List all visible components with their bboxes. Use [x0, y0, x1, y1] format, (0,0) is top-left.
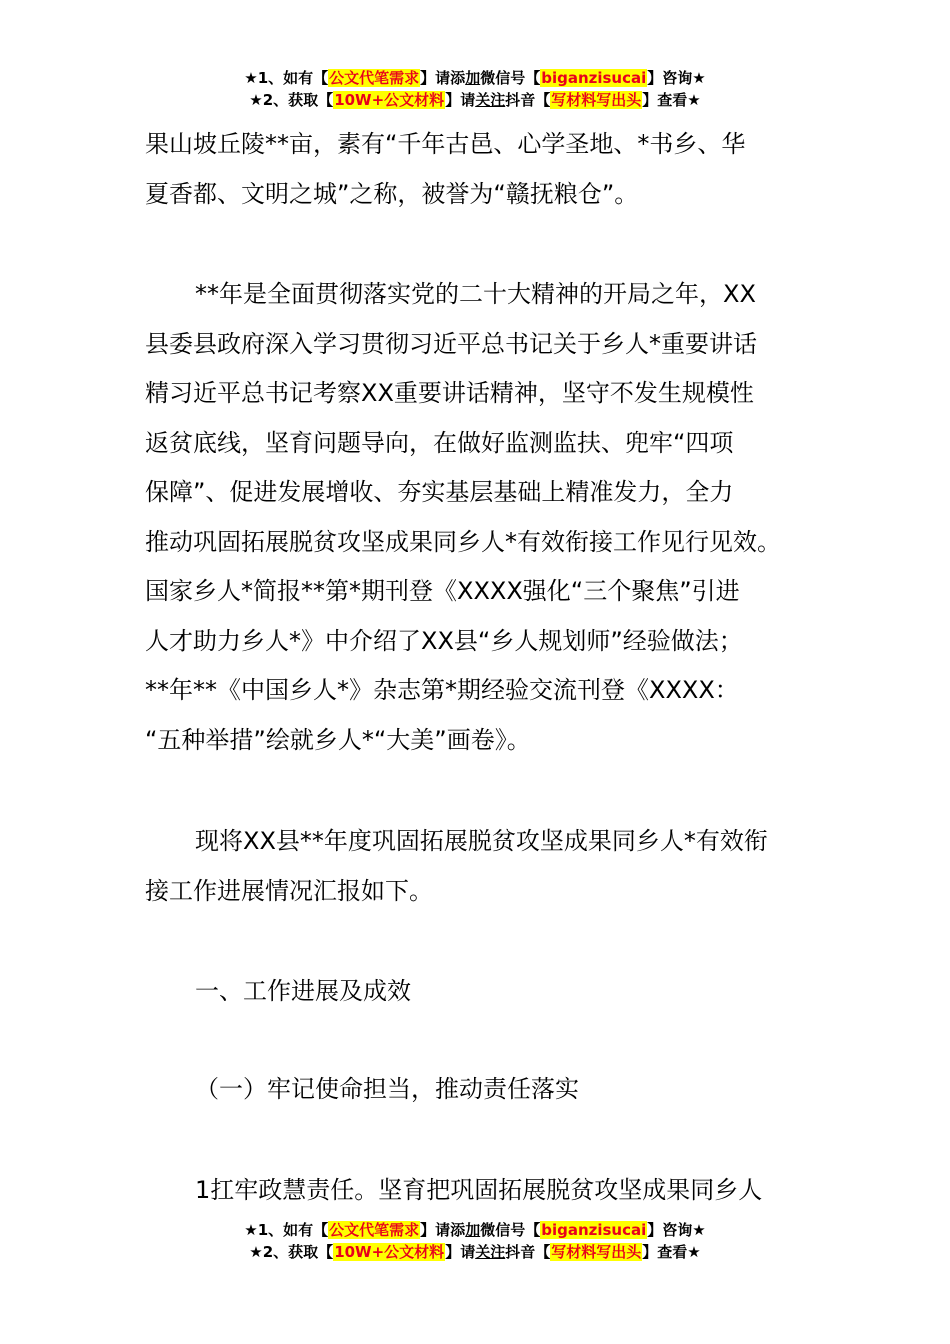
banner-highlight: 10W+公文材料: [334, 91, 445, 109]
text-line: 推动巩固拓展脱贫攻坚成果同乡人*有效衔接工作见行见效。: [145, 527, 781, 556]
banner-line-1: ★1、如有【公文代笔需求】请添加微信号【biganzisucai】咨询★: [244, 1221, 706, 1239]
paragraph-3: [145, 817, 810, 916]
text-line: 精习近平总书记考察XX重要讲话精神，坚守不发生规模性: [145, 379, 754, 407]
banner-line-2: ★2、获取【10W+公文材料】请关注抖音【写材料写出头】查看★: [249, 91, 701, 109]
banner-highlight: biganzisucai: [541, 1221, 647, 1239]
section-heading: 一、工作进展及成效: [195, 977, 411, 1005]
text-line: 保障”、促进发展增收、夯实基层基础上精准发力，全力: [145, 478, 734, 506]
text-line: 1扛牢政慧责任。坚育把巩固拓展脱贫攻坚成果同乡人: [195, 1176, 763, 1204]
banner-highlight: 10W+公文材料: [334, 1243, 445, 1261]
text-line: **年**《中国乡人*》杂志第*期经验交流刊登《XXXX：: [145, 676, 739, 704]
text-line: 夏香都、文明之城”之称，被誉为“赣抚粮仓”。: [145, 179, 639, 208]
bottom-banner: [0, 1219, 950, 1263]
banner-highlight: 公文代笔需求: [329, 69, 420, 87]
text-line: “五种举措”绘就乡人*“大美”画卷》。: [145, 725, 531, 754]
text-line: 人才助力乡人*》中介绍了XX县“乡人规划师”经验做法；: [145, 626, 743, 655]
paragraph-2: [145, 270, 810, 765]
banner-line-2: ★2、获取【10W+公文材料】请关注抖音【写材料写出头】查看★: [249, 1243, 701, 1261]
text-line: **年是全面贯彻落实党的二十大精神的开局之年，XX: [195, 280, 756, 308]
text-line: 接工作进展情况汇报如下。: [145, 876, 433, 905]
text-line: 现将XX县**年度巩固拓展脱贫攻坚成果同乡人*有效衔: [195, 827, 768, 855]
banner-highlight: 写材料写出头: [551, 91, 642, 109]
banner-highlight: 公文代笔需求: [329, 1221, 420, 1239]
top-banner: [0, 67, 950, 111]
banner-line-1: ★1、如有【公文代笔需求】请添加微信号【biganzisucai】咨询★: [244, 69, 706, 87]
text-line: 县委县政府深入学习贯彻习近平总书记关于乡人*重要讲话: [145, 329, 757, 358]
banner-highlight: 写材料写出头: [551, 1243, 642, 1261]
subsection-heading: （一）牢记使命担当，推动责任落实: [195, 1075, 579, 1103]
paragraph-4: [145, 1166, 810, 1216]
text-line: 果山坡丘陵**亩，素有“千年古邑、心学圣地、*书乡、华: [145, 130, 746, 158]
paragraph-1: [145, 120, 810, 219]
text-line: 返贫底线，坚育问题导向，在做好监测监扶、兜牢“四项: [145, 428, 734, 457]
text-line: 国家乡人*简报**第*期刊登《XXXX强化“三个聚焦”引进: [145, 577, 740, 605]
banner-highlight: biganzisucai: [541, 69, 647, 87]
